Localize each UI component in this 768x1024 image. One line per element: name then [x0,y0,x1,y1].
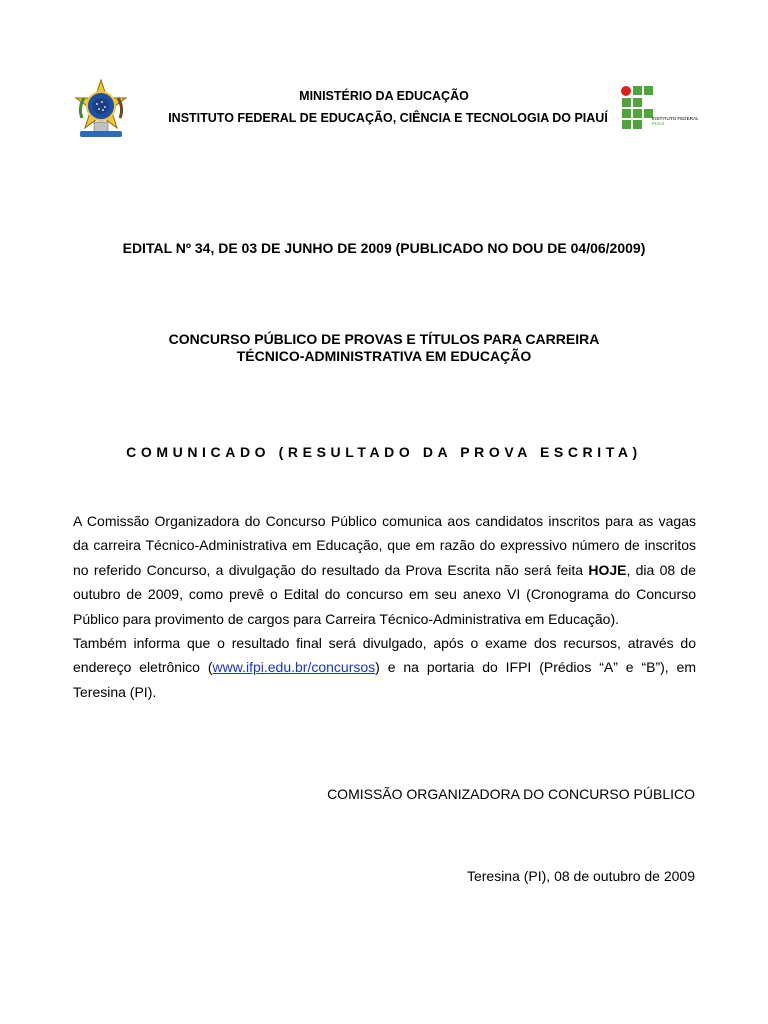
signature-line: COMISSÃO ORGANIZADORA DO CONCURSO PÚBLICO [327,786,695,802]
concursos-link[interactable]: www.ifpi.edu.br/concursos [212,659,376,676]
paragraph-2-text-b: ) e na portaria do IFPI (Prédios “A” e “B”), em Teresina (PI). [73,659,696,700]
institute-heading: INSTITUTO FEDERAL DE EDUCAÇÃO, CIÊNCIA E TECNOLOGIA DO PIAUÍ [168,111,608,125]
concurso-title [0,331,768,365]
paragraph-2 [73,631,696,704]
ifpi-logo-text-1: INSTITUTO FEDERAL [652,116,699,121]
paragraph-1 [73,509,696,631]
hoje-emphasis: HOJE [588,561,627,578]
brazil-coat-of-arms-icon [72,78,130,140]
date-line: Teresina (PI), 08 de outubro de 2009 [466,868,695,884]
concurso-title-line-2: TÉCNICO-ADMINISTRATIVA EM EDUCAÇÃO [236,348,532,364]
concurso-title-line-1: CONCURSO PÚBLICO DE PROVAS E TÍTULOS PARA CARREIRA [168,331,600,347]
body-text [73,509,696,704]
ifpi-logo-text-2: PIAUÍ [652,121,664,126]
ministry-heading: MINISTÉRIO DA EDUCAÇÃO [299,89,469,103]
edital-title: EDITAL Nº 34, DE 03 DE JUNHO DE 2009 (PUBLICADO NO DOU DE 04/06/2009) [122,240,646,256]
paragraph-1-text-b: , dia 08 de outubro de 2009, como prevê o Edital do concurso em seu anexo VI (Cronograma do Concurso Público para provimento de cargos para Carreira Técnico-Administrativa em Educação). [73,561,696,627]
paragraph-2-text-a: Também informa que o resultado final será divulgado, após o exame dos recursos, através do endereço eletrônico ( [73,635,696,676]
paragraph-1-text-a: A Comissão Organizadora do Concurso Público comunica aos candidatos inscritos para as vagas da carreira Técnico-Administrativa em Educação, que em razão do expressivo número de inscritos no referido Concurso, a divulgação do resultado da Prova Escrita não será feita [73,513,696,578]
comunicado-title: COMUNICADO (RESULTADO DA PROVA ESCRITA) [126,444,642,460]
